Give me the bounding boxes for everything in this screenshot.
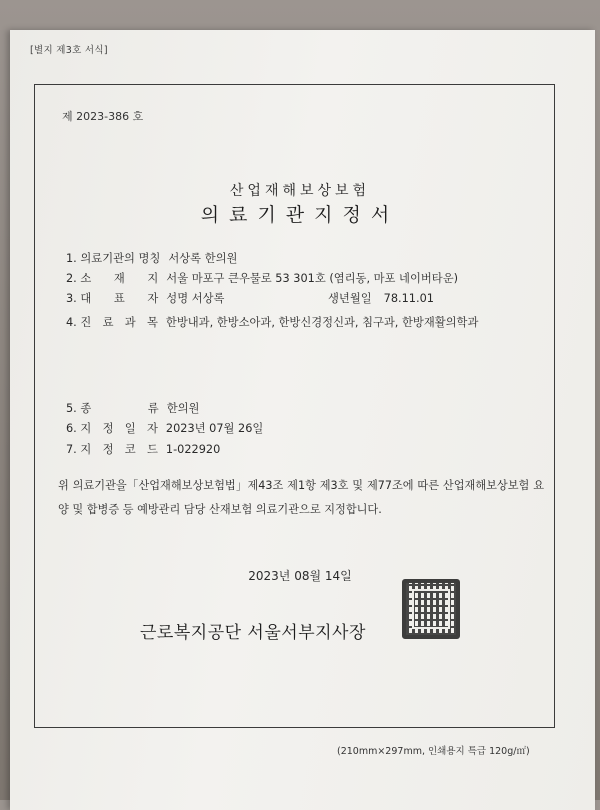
field-name <box>66 250 237 266</box>
field-designation-code-label: 7. 지 정 코 드 <box>66 443 158 456</box>
field-address-label: 2. 소 재 지 <box>66 272 159 285</box>
document-subtitle: 산업재해보상보험 <box>229 183 371 199</box>
field-birthdate-value: 78.11.01 <box>383 292 434 305</box>
document-title: 의료기관지정서 <box>200 204 400 226</box>
paper-spec-footer: (210mm×297mm, 인쇄용지 특급 120g/㎡) <box>337 746 530 757</box>
official-seal-icon <box>402 579 460 639</box>
issue-date: 2023년 08월 14일 <box>248 569 352 583</box>
field-address <box>66 270 458 286</box>
field-designation-code-value: 1-022920 <box>165 443 221 456</box>
field-type-value: 한의원 <box>166 402 200 415</box>
field-departments <box>66 314 478 330</box>
field-address-value: 서울 마포구 큰우물로 53 301호 (염리동, 마포 네이버타운) <box>166 272 459 285</box>
form-tag: [별지 제3호 서식] <box>30 45 108 56</box>
field-name-value: 서상록 한의원 <box>168 252 238 265</box>
field-departments-label: 4. 진 료 과 목 <box>66 316 158 329</box>
field-type <box>66 400 199 416</box>
field-designation-date-label: 6. 지 정 일 자 <box>66 422 158 435</box>
body-text: 위 의료기관을「산업재해보상보험법」제43조 제1항 제3호 및 제77조에 따른 산업재해보상보험 요양 및 합병증 등 예방관리 담당 산재보험 의료기관으로 지정합니다. <box>58 479 544 516</box>
field-birthdate <box>328 290 434 306</box>
field-designation-code <box>66 441 220 457</box>
field-designation-date <box>66 420 263 436</box>
issuer-name: 근로복지공단 서울서부지사장 <box>140 623 366 643</box>
field-representative-value: 성명 서상록 <box>166 292 225 305</box>
field-birthdate-label: 생년월일 <box>328 292 372 305</box>
field-representative <box>66 290 224 306</box>
field-name-label: 1. 의료기관의 명칭 <box>66 252 161 265</box>
document-number: 제 2023-386 호 <box>62 110 144 123</box>
field-departments-value: 한방내과, 한방소아과, 한방신경정신과, 침구과, 한방재활의학과 <box>165 316 479 329</box>
field-designation-date-value: 2023년 07월 26일 <box>165 422 264 435</box>
field-type-label: 5. 종 류 <box>66 402 159 415</box>
field-representative-label: 3. 대 표 자 <box>66 292 159 305</box>
